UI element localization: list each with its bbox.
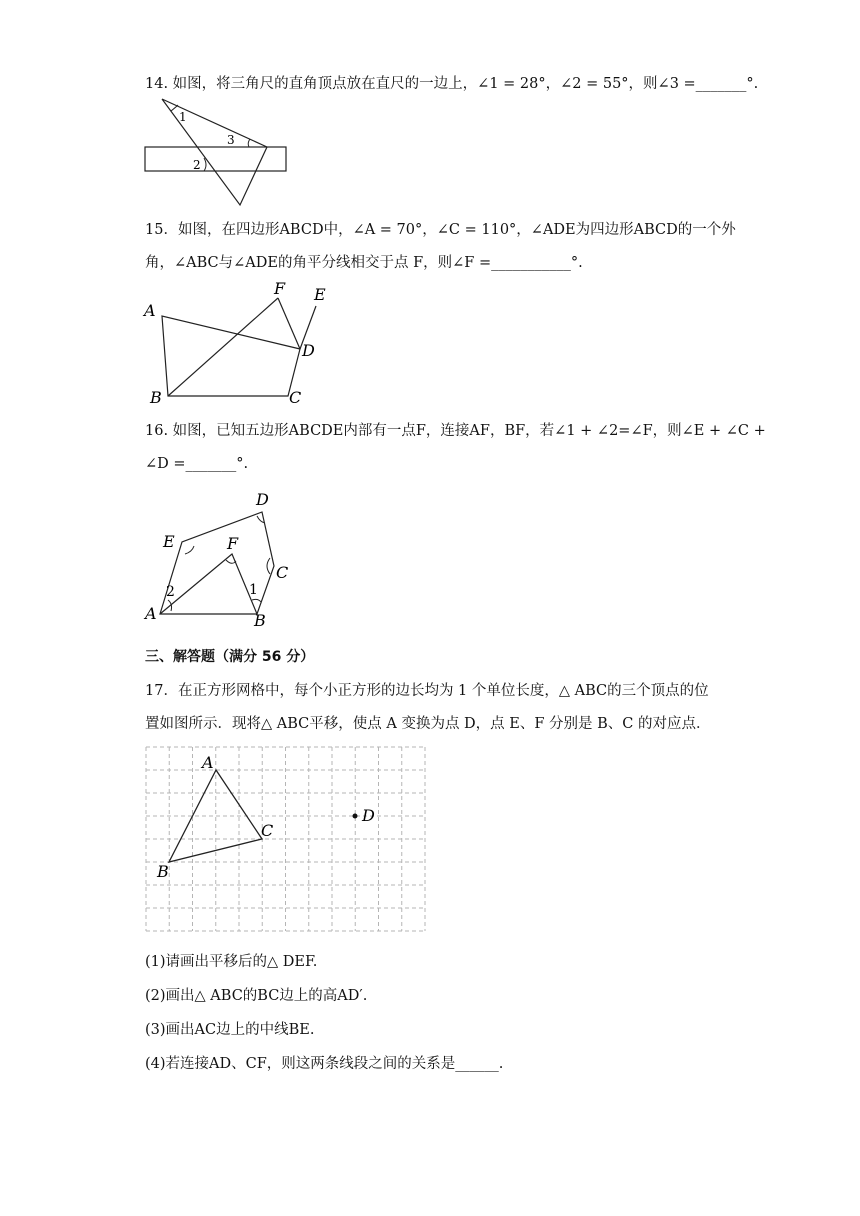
square-grid xyxy=(146,747,425,931)
bisector-bf xyxy=(168,298,278,396)
point-d-label: D xyxy=(362,806,375,825)
point-c-label: C xyxy=(261,821,274,840)
point-e-label: E xyxy=(314,285,326,304)
q17-part-1: (1)请画出平移后的△ DEF. xyxy=(145,954,318,970)
point-d-label: D xyxy=(256,490,269,509)
q14-figure xyxy=(140,95,300,210)
point-d xyxy=(353,814,358,819)
point-a-label: A xyxy=(202,753,214,772)
q17-part-4: (4)若连接AD、CF，则这两条线段之间的关系是______. xyxy=(145,1056,504,1072)
point-b-label: B xyxy=(254,611,266,630)
q16-line1: 16. 如图，已知五边形ABCDE内部有一点F，连接AF，BF，若∠1 + ∠2=∠F，则∠E + ∠C + xyxy=(145,423,766,439)
quadrilateral-abcd xyxy=(162,316,300,396)
triangle-ruler xyxy=(162,99,267,205)
point-f-label: F xyxy=(227,534,239,553)
point-e-label: E xyxy=(163,532,175,551)
angle-1-label: 1 xyxy=(249,582,258,598)
q17-part-3: (3)画出AC边上的中线BE. xyxy=(145,1022,315,1038)
angle-2-arc xyxy=(204,158,206,171)
q15-line2: 角，∠ABC与∠ADE的角平分线相交于点 F，则∠F =___________°. xyxy=(145,255,583,271)
q14-text: 14. 如图，将三角尺的直角顶点放在直尺的一边上，∠1 = 28°，∠2 = 55°，则∠3 =_______°. xyxy=(145,76,759,92)
angle-c-arc xyxy=(267,558,270,574)
angle-2-label: 2 xyxy=(193,158,201,172)
point-f-label: F xyxy=(274,279,286,298)
q15-line1: 15．如图，在四边形ABCD中，∠A = 70°，∠C = 110°，∠ADE为四边形ABCD的一个外 xyxy=(145,222,736,238)
q16-line2: ∠D =_______°. xyxy=(145,456,249,472)
section-heading: 三、解答题（满分 56 分） xyxy=(145,649,315,665)
point-c-label: C xyxy=(289,388,302,407)
q17-line1: 17．在正方形网格中，每个小正方形的边长均为 1 个单位长度，△ ABC的三个顶点的位 xyxy=(145,683,709,699)
point-a-label: A xyxy=(144,301,156,320)
q17-part-2: (2)画出△ ABC的BC边上的高AD′. xyxy=(145,988,368,1004)
angle-e-arc xyxy=(185,546,194,554)
point-d-label: D xyxy=(302,341,315,360)
angle-1-label: 1 xyxy=(179,110,187,124)
angle-2-label: 2 xyxy=(166,584,175,600)
angle-1-arc xyxy=(171,105,178,111)
q17-line2: 置如图所示．现将△ ABC平移，使点 A 变换为点 D，点 E、F 分别是 B、C 的对应点． xyxy=(145,716,711,732)
pentagon-abcde xyxy=(160,512,274,614)
bisector-df xyxy=(278,298,300,349)
angle-3-label: 3 xyxy=(227,133,235,147)
point-c-label: C xyxy=(276,563,289,582)
q16-figure xyxy=(140,486,310,631)
point-b-label: B xyxy=(150,388,162,407)
point-b-label: B xyxy=(157,862,169,881)
point-a-label: A xyxy=(145,604,157,623)
q15-figure xyxy=(140,278,340,410)
angle-3-arc xyxy=(248,139,250,147)
q17-grid-figure xyxy=(146,747,436,937)
angle-1-arc xyxy=(252,599,261,602)
